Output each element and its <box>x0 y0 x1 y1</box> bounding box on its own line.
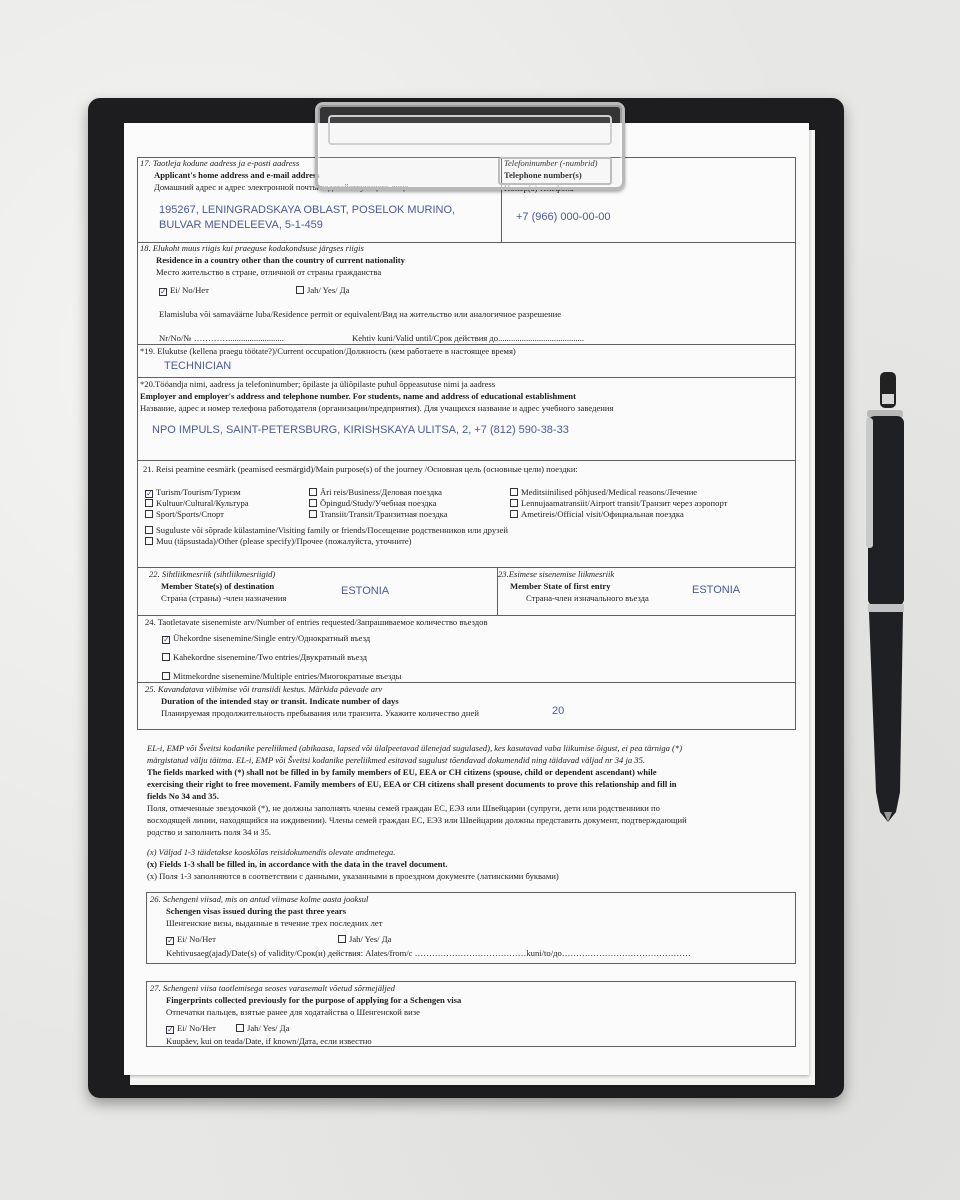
checkmark-icon: ✓ <box>160 287 167 296</box>
f22-label-ru: Страна (страны) -член назначения <box>161 593 287 603</box>
f21-option-study[interactable] <box>309 498 448 509</box>
f27-label-et: 27. Schengeni viisa taotlemisega seoses varasemalt võetud sõrmejäljed <box>150 983 395 993</box>
pen-icon <box>866 372 910 822</box>
f26-label-ru: Шенгенские визы, выданные в течение трех последних лет <box>166 918 383 928</box>
note-ru-2: восходящей линии, находящийся на иждивении). Члены семей граждан ЕС, ЕЭЗ или Швейцарии должны представить документ, подтверждающий <box>147 815 687 825</box>
f21-option-business[interactable] <box>309 487 448 498</box>
note-en-2: exercising their right to free movement. Family members of EU, EEA or CH citizens shall present documents to prove this relationship and fill in <box>147 779 677 789</box>
option-label: Jah/ Yes/ Да <box>247 1023 290 1033</box>
f20-label-et: *20.Tööandja nimi, aadress ja telefoninumber; õpilaste ja üliõpilaste puhul õppeasutuse nimi ja aadress <box>140 379 496 389</box>
note-ru-3: родство и заполнить поля 34 и 35. <box>147 827 272 837</box>
f20-label-ru: Название, адрес и номер телефона работодателя (организации/предприятия). Для учащихся название и адрес учебного заведения <box>140 403 614 413</box>
option-label: Ei/ No/Нет <box>177 1023 216 1033</box>
option-label: Ei/ No/Нет <box>177 934 216 944</box>
f23-label-ru: Страна-член изначального въезда <box>526 593 649 603</box>
option-label: Kahekordne sisenemine/Two entries/Двукратный въезд <box>173 652 367 662</box>
f17-phone-value[interactable]: +7 (966) 000-00-00 <box>516 211 611 223</box>
empty-checkbox-icon <box>236 1024 244 1032</box>
empty-checkbox-icon <box>162 672 170 680</box>
f17-address-line1[interactable]: 195267, LENINGRADSKAYA OBLAST, POSELOK MURINO, <box>159 204 456 216</box>
f27-label-ru: Отпечатки пальцев, взятые ранее для ходатайства о Шенгенской визе <box>166 1007 420 1017</box>
f21-option-family[interactable] <box>145 525 508 536</box>
option-label: Jah/ Yes/ Да <box>349 934 392 944</box>
empty-checkbox-icon <box>145 499 153 507</box>
empty-checkbox-icon <box>162 653 170 661</box>
clipboard-clip <box>315 102 625 190</box>
f21-option-official[interactable] <box>510 509 727 520</box>
empty-checkbox-icon <box>145 526 153 534</box>
option-label: Äri reis/Business/Деловая поездка <box>320 487 442 497</box>
f27-option-no[interactable] <box>166 1023 216 1034</box>
empty-checkbox-icon <box>510 488 518 496</box>
f18-permit-number[interactable]: Nr/No/№ ………….......................... <box>159 333 284 343</box>
f25-label-ru: Планируемая продолжительность пребывания или транзита. Укажите количество дней <box>161 708 479 718</box>
f22-label-et: 22. Sihtliikmesriik (sihtliikmesriigid) <box>149 569 276 579</box>
f17-label-et: 17. Taotleja kodune aadress ja e-posti aadress <box>140 158 300 168</box>
checkmark-icon: ✓ <box>163 635 170 644</box>
f26-option-yes[interactable] <box>338 934 391 945</box>
f18-yes-label: Jah/ Yes/ Да <box>307 285 350 295</box>
option-label: Õpingud/Study/Учебная поездка <box>320 498 437 509</box>
empty-checkbox-icon <box>296 286 304 294</box>
f20-value[interactable]: NPO IMPULS, SAINT-PETERSBURG, KIRISHSKAYA ULITSA, 2, +7 (812) 590-38-33 <box>152 424 569 436</box>
empty-checkbox-icon <box>338 935 346 943</box>
note-x-et: (x) Väljad 1-3 täidetakse kooskõlas reisidokumendis olevate andmetega. <box>147 847 396 857</box>
empty-checkbox-icon <box>145 537 153 545</box>
f26-option-no[interactable] <box>166 934 216 945</box>
option-label: Muu (täpsustada)/Other (please specify)/Прочее (пожалуйста, уточните) <box>156 536 412 546</box>
option-label: Meditsiinilised põhjused/Medical reasons/Лечение <box>521 487 698 497</box>
f21-label: 21. Reisi peamine eesmärk (peamised eesmärgid)/Main purpose(s) of the journey /Основная цель (основные цели) поездки: <box>143 464 578 474</box>
clip-bar <box>328 115 612 145</box>
f17-address-line2[interactable]: BULVAR MENDELEEVA, 5-1-459 <box>159 219 323 231</box>
f24-label: 24. Taotletavate sisenemiste arv/Number of entries requested/Запрашиваемое количество въездов <box>145 617 488 627</box>
checkmark-icon: ✓ <box>167 1025 174 1034</box>
note-et-2: märgistatud välju täitma. EL-i, EMP või Šveitsi kodanike pereliikmed esitavad sugulust tõendavad dokumendid ning täidavad väljad nr 34 ja 35. <box>147 755 646 765</box>
note-en-3: fields No 34 and 35. <box>147 791 219 801</box>
f21-option-transit[interactable] <box>309 509 448 520</box>
empty-checkbox-icon <box>510 510 518 518</box>
f17-phone-label-ru: Номер(а) телефона <box>504 183 574 193</box>
checkmark-icon: ✓ <box>146 489 153 498</box>
f21-option-tourism[interactable] <box>145 487 249 498</box>
f17-phone-label-et: Telefoninumber (-numbrid) <box>504 158 598 168</box>
f18-permit-label: Elamisluba või samaväärne luba/Residence permit or equivalent/Вид на жительство или аналогичное разрешение <box>159 309 562 319</box>
f26-label-et: 26. Schengeni viisad, mis on antud viimase kolme aasta jooksul <box>150 894 369 904</box>
empty-checkbox-icon <box>309 510 317 518</box>
f22-label-en: Member State(s) of destination <box>161 581 275 591</box>
f26-label-en: Schengen visas issued during the past three years <box>166 906 347 916</box>
f18-label-et: 18. Elukoht muus riigis kui praeguse kodakondsuse järgses riigis <box>140 243 364 253</box>
f21-column-3 <box>510 487 727 521</box>
option-label: Lennujaamatransiit/Airport transit/Транзит через аэропорт <box>521 498 728 509</box>
f27-option-yes[interactable] <box>236 1023 289 1034</box>
f24-option-multiple[interactable] <box>162 671 401 682</box>
f19-value[interactable]: TECHNICIAN <box>164 360 232 372</box>
f21-column-1 <box>145 487 249 521</box>
empty-checkbox-icon <box>309 499 317 507</box>
f25-label-en: Duration of the intended stay or transit. Indicate number of days <box>161 696 399 706</box>
empty-checkbox-icon <box>145 510 153 518</box>
f21-option-airport-transit[interactable] <box>510 498 727 509</box>
f19-label: *19. Elukutse (kellena praegu töötate?)/Current occupation/Должность (кем работаете в настоящее время) <box>140 346 516 356</box>
empty-checkbox-icon <box>309 488 317 496</box>
empty-checkbox-icon <box>510 499 518 507</box>
note-ru-1: Поля, отмеченные звездочкой (*), не должны заполнять члены семей граждан ЕС, ЕЭЗ или Швейцарии (супруги, дети или родственники по <box>147 803 660 813</box>
option-label: Turism/Tourism/Туризм <box>156 487 241 497</box>
f27-label-en: Fingerprints collected previously for the purpose of applying for a Schengen visa <box>166 995 462 1005</box>
f18-label-en: Residence in a country other than the country of current nationality <box>156 255 405 265</box>
option-label: Transiit/Transit/Транзитная поездка <box>320 509 448 520</box>
option-label: Ühekordne sisenemine/Single entry/Однократный въезд <box>173 633 371 643</box>
f18-option-yes[interactable] <box>296 285 349 296</box>
f23-value[interactable]: ESTONIA <box>692 584 741 596</box>
note-x-ru: (x) Поля 1-3 заполняются в соответствии с данными, указанными в проездном документе (латинскими буквами) <box>147 871 559 881</box>
option-label: Mitmekordne sisenemine/Multiple entries/Многократные въезды <box>173 671 402 681</box>
clip-slot <box>498 157 612 185</box>
visa-form-page <box>124 123 809 1075</box>
f21-option-medical[interactable] <box>510 487 727 498</box>
f17-phone-label-en: Telephone number(s) <box>504 170 582 180</box>
f24-option-single[interactable] <box>162 633 370 644</box>
f17-label-en: Applicant's home address and e-mail address <box>154 170 320 180</box>
f21-option-cultural[interactable] <box>145 498 249 509</box>
f23-label-en: Member State of first entry <box>510 581 611 591</box>
option-label: Ametireis/Official visit/Официальная поездка <box>521 509 684 520</box>
checkmark-icon: ✓ <box>167 936 174 945</box>
note-et-1: EL-i, EMP või Šveitsi kodanike pereliikmed (abikaasa, lapsed või ülalpeetavad ülenejad sugulased), kes kasutavad vaba liikumise õigust, ei pea tärniga (*) <box>147 743 683 753</box>
note-x-en: (x) Fields 1-3 shall be filled in, in accordance with the data in the travel document. <box>147 859 448 869</box>
f25-label-et: 25. Kavandatava viibimise või transiidi kestus. Märkida päevade arv <box>145 684 383 694</box>
f24-option-two[interactable] <box>162 652 367 663</box>
f18-valid-until[interactable]: Kehtiv kuni/Valid until/Срок действия до........................................ <box>352 333 585 343</box>
note-en-1: The fields marked with (*) shall not be filled in by family members of EU, EEA or CH citizens (spouse, child or dependent ascendant) while <box>147 767 657 777</box>
f21-option-sports[interactable] <box>145 509 249 520</box>
f20-label-en: Employer and employer's address and telephone number. For students, name and address of educational establishment <box>140 391 576 401</box>
f23-label-et: 23.Esimese sisenemise liikmesriik <box>498 569 615 579</box>
option-label: Suguluste või sõprade külastamine/Visiting family or friends/Посещение родственников или друзей <box>156 525 508 535</box>
f21-column-2 <box>309 487 448 521</box>
f17-label-ru: Домашний адрес и адрес электронной почты ходатайствующего лица <box>154 182 409 192</box>
f21-option-other[interactable] <box>145 536 412 547</box>
f18-no-label: Ei/ No/Нет <box>170 285 209 295</box>
f18-label-ru: Место жительство в стране, отличной от страны гражданства <box>156 267 382 277</box>
option-label: Kultuur/Cultural/Культура <box>156 498 249 509</box>
f22-value[interactable]: ESTONIA <box>341 585 390 597</box>
f25-value[interactable]: 20 <box>552 705 565 717</box>
f26-validity[interactable]: Kehtivusaeg(ajad)/Date(s) of validity/Срок(и) действия: Alates/from/с …………………………………kuni/to/до……………………………………… <box>166 948 691 958</box>
f27-date[interactable]: Kuupäev, kui on teada/Date, if known/Дата, если известно <box>166 1036 372 1046</box>
option-label: Sport/Sports/Спорт <box>156 509 224 520</box>
f18-option-no[interactable] <box>159 285 209 296</box>
